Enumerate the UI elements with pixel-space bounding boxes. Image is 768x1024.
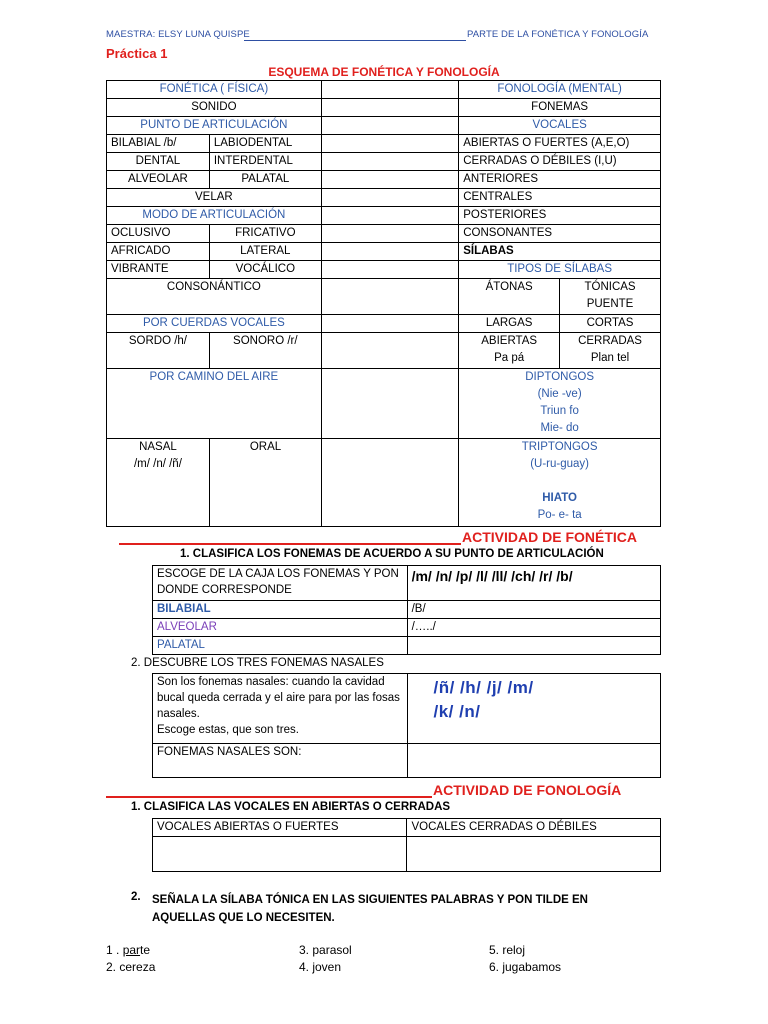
nasal-options-line1: /ñ/ /h/ /j/ /m/ [433, 678, 534, 697]
empty-cell [321, 333, 458, 369]
fonetica-title-line [119, 543, 461, 545]
empty-cell [321, 189, 458, 207]
scheme-table [106, 80, 661, 527]
punto-cell: PUNTO DE ARTICULACIÓN [107, 117, 322, 135]
practice-label: Práctica 1 [106, 46, 168, 61]
camino-cell: POR CAMINO DEL AIRE [107, 369, 322, 439]
poeta-example: Po- e- ta [537, 509, 582, 521]
word-5 [489, 943, 525, 957]
word-rest: parasol [312, 943, 352, 957]
word-2 [106, 960, 155, 974]
articulation-table [152, 565, 661, 655]
bilabial-answer[interactable]: /B/ [407, 601, 660, 619]
papa-example: Pa pá [494, 352, 525, 364]
word-number: 6. [489, 960, 503, 974]
alveolar-cell: ALVEOLAR [107, 171, 210, 189]
oclusivo-cell: OCLUSIVO [107, 225, 210, 243]
sonoro-cell: SONORO /r/ [209, 333, 321, 369]
africado-cell: AFRICADO [107, 243, 210, 261]
cortas-cell: CORTAS [560, 315, 661, 333]
fricativo-cell: FRICATIVO [209, 225, 321, 243]
word-number: 1 . [106, 943, 123, 957]
vocales-cell: VOCALES [459, 117, 661, 135]
word-underlined-part: par [122, 943, 141, 957]
tipos-cell: TIPOS DE SÍLABAS [459, 261, 661, 279]
miedo-example: Mie- do [540, 422, 579, 434]
sonido-cell: SONIDO [107, 99, 322, 117]
posteriores-cell: POSTERIORES [459, 207, 661, 225]
lateral-cell: LATERAL [209, 243, 321, 261]
palatal-answer[interactable] [407, 637, 660, 655]
empty-cell [321, 279, 458, 315]
anteriores-cell: ANTERIORES [459, 171, 661, 189]
empty-cell [321, 261, 458, 279]
fonetica-q1: 1. CLASIFICA LOS FONEMAS DE ACUERDO A SU PUNTO DE ARTICULACIÓN [180, 548, 604, 560]
fonetica-head: FONÉTICA ( FÍSICA) [107, 81, 322, 99]
fonetica-q2: 2. DESCUBRE LOS TRES FONEMAS NASALES [131, 657, 384, 669]
nasal-table [152, 673, 661, 778]
word-number: 2. [106, 960, 120, 974]
closed-vowels-answer[interactable] [407, 837, 661, 872]
empty-cell [321, 171, 458, 189]
abiertas-example-cell [459, 333, 560, 369]
nasal-description-cell [153, 674, 408, 744]
puente-label: PUENTE [586, 298, 634, 310]
cerradas-cell: CERRADAS O DÉBILES (I,U) [459, 153, 661, 171]
word-rest: te [140, 943, 151, 957]
empty-cell [321, 369, 458, 439]
largas-cell: LARGAS [459, 315, 560, 333]
diptongos-label: DIPTONGOS [525, 371, 595, 383]
fonetica-activity-title: ACTIVIDAD DE FONÉTICA [462, 529, 637, 545]
nasal-options-line2: /k/ /n/ [433, 702, 481, 721]
sordo-cell: SORDO /h/ [107, 333, 210, 369]
atonas-cell: ÁTONAS [459, 279, 560, 315]
centrales-cell: CENTRALES [459, 189, 661, 207]
oral-cell: ORAL [209, 439, 321, 527]
word-1 [106, 943, 150, 957]
fonologia-head: FONOLOGÍA (MENTAL) [459, 81, 661, 99]
word-number: 3. [299, 943, 313, 957]
empty-cell [321, 439, 458, 527]
nasal-pick-instruction: Escoge estas, que son tres. [157, 724, 299, 736]
word-rest: reloj [502, 943, 526, 957]
empty-cell [321, 81, 458, 99]
scheme-title: ESQUEMA DE FONÉTICA Y FONOLOGÍA [268, 65, 500, 79]
empty-cell [321, 135, 458, 153]
cerradas-example-cell [560, 333, 661, 369]
dental-cell: DENTAL [107, 153, 210, 171]
word-rest: cereza [119, 960, 156, 974]
empty-cell [321, 225, 458, 243]
nasal-options-cell [407, 674, 661, 744]
labiodental-cell: LABIODENTAL [209, 135, 321, 153]
triptongos-cell [459, 439, 661, 527]
uruguay-example: (U-ru-guay) [530, 458, 590, 470]
nasal-answer-label: FONEMAS NASALES SON: [153, 744, 408, 778]
empty-cell [321, 117, 458, 135]
fonologia-title-line [106, 796, 432, 798]
diptongos-cell [459, 369, 661, 439]
word-rest: joven [312, 960, 342, 974]
fonologia-activity-title: ACTIVIDAD DE FONOLOGÍA [433, 782, 622, 798]
fonemas-cell: FONEMAS [459, 99, 661, 117]
empty-cell [321, 243, 458, 261]
consonantico-cell: CONSONÁNTICO [107, 279, 322, 315]
bilabial-cell: BILABIAL /b/ [107, 135, 210, 153]
triunfo-example: Triun fo [540, 405, 579, 417]
fonologia-q2: SEÑALA LA SÍLABA TÓNICA EN LAS SIGUIENTES PALABRAS Y PON TILDE EN AQUELLAS QUE LO NECESITEN. [152, 894, 588, 924]
empty-cell [321, 207, 458, 225]
silabas-cell: SÍLABAS [459, 243, 661, 261]
word-6 [489, 960, 561, 974]
nasal-label: NASAL [139, 441, 177, 453]
empty-cell [321, 315, 458, 333]
word-4 [299, 960, 341, 974]
tonicas-label: TÓNICAS [584, 281, 636, 293]
plantel-example: Plan tel [590, 352, 630, 364]
closed-vowels-head: VOCALES CERRADAS O DÉBILES [407, 819, 661, 837]
triptongos-label: TRIPTONGOS [521, 441, 598, 453]
alveolar-answer[interactable]: /…../ [407, 619, 660, 637]
velar-cell: VELAR [107, 189, 322, 207]
empty-cell [321, 153, 458, 171]
instruction-cell: ESCOGE DE LA CAJA LOS FONEMAS Y PON DONDE CORRESPONDE [153, 566, 408, 601]
empty-cell [321, 99, 458, 117]
fonologia-q2-num: 2. [131, 891, 141, 903]
phoneme-box: /m/ /n/ /p/ /l/ /ll/ /ch/ /r/ /b/ [407, 566, 660, 601]
word-rest: jugabamos [502, 960, 562, 974]
nieve-example: (Nie -ve) [537, 388, 582, 400]
consonantes-cell: CONSONANTES [459, 225, 661, 243]
topic: PARTE DE LA FONÉTICA Y FONOLOGÍA [467, 29, 649, 40]
cerradas-label: CERRADAS [578, 335, 642, 347]
abiertas-label: ABIERTAS [481, 335, 538, 347]
open-vowels-answer[interactable] [153, 837, 407, 872]
alveolar-label: ALVEOLAR [153, 619, 408, 637]
header-underline [244, 40, 466, 41]
nasal-examples: /m/ /n/ /ñ/ [133, 458, 182, 470]
open-vowels-head: VOCALES ABIERTAS O FUERTES [153, 819, 407, 837]
abiertas-cell: ABIERTAS O FUERTES (A,E,O) [459, 135, 661, 153]
word-number: 4. [299, 960, 313, 974]
vowels-table [152, 818, 661, 872]
vocalico-cell: VOCÁLICO [209, 261, 321, 279]
spacer [463, 473, 656, 490]
word-3 [299, 943, 352, 957]
word-number: 5. [489, 943, 503, 957]
bilabial-label: BILABIAL [153, 601, 408, 619]
hiato-label: HIATO [542, 492, 577, 504]
nasal-answer-field[interactable] [407, 744, 661, 778]
tonicas-cell [560, 279, 661, 315]
interdental-cell: INTERDENTAL [209, 153, 321, 171]
nasal-description: Son los fonemas nasales: cuando la cavidad bucal queda cerrada y el aire para por las fosas nasales. [157, 676, 400, 720]
teacher-name: MAESTRA: ELSY LUNA QUISPE [106, 29, 250, 40]
palatal-cell: PALATAL [209, 171, 321, 189]
palatal-label: PALATAL [153, 637, 408, 655]
nasal-cell [107, 439, 210, 527]
modo-cell: MODO DE ARTICULACIÓN [107, 207, 322, 225]
cuerdas-cell: POR CUERDAS VOCALES [107, 315, 322, 333]
fonologia-q1: 1. CLASIFICA LAS VOCALES EN ABIERTAS O CERRADAS [131, 801, 451, 813]
vibrante-cell: VIBRANTE [107, 261, 210, 279]
